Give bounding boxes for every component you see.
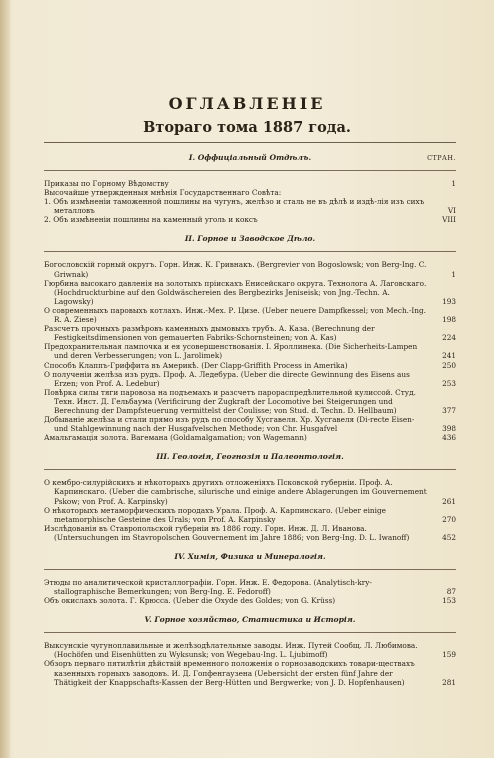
toc-entry-page: 153	[442, 596, 456, 606]
section-heading	[44, 552, 456, 563]
toc-entry-page: 1	[451, 269, 456, 279]
page-subtitle: Втораго тома 1887 года.	[143, 119, 351, 136]
toc-entry-text: Этюды по аналитической кристаллографiи. Горн. Инж. Е. Федорова. (Analytisch-kry-stallographische Bemerkungen; von Berg-Ing. E. Fedoroff)	[44, 578, 372, 597]
toc-entry-text: О полученiи желѣза изъ рудъ. Проф. А. Ледебура. (Ueber die directe Gewinnung des Eisens aus Erzen; von Prof. A. Ledebur)	[44, 369, 410, 388]
toc-entry	[44, 215, 456, 224]
toc-entry-page: VIII	[442, 215, 456, 225]
toc-entry	[44, 524, 456, 542]
toc-entry-page: 224	[442, 333, 456, 343]
toc-entry-page: 261	[442, 496, 456, 506]
section-gap	[44, 687, 456, 696]
toc-entry-page: 241	[442, 351, 456, 361]
toc-entry-text: Способъ Клаппъ-Гриффита въ Америкѣ. (Der Clapp-Griffith Process in Amerika)	[44, 360, 348, 370]
section-rule	[44, 469, 456, 470]
toc-entry-text: Амальгамацiя золота. Вагемана (Goldamalgamation; von Wagemann)	[44, 433, 307, 443]
section-title: III. Геологiя, Геогнозiя и Палеонтологiя.	[156, 452, 344, 462]
section-heading	[44, 234, 456, 245]
section-rule	[44, 569, 456, 570]
toc-entry-text: О нѣкоторыхъ метаморфическихъ породахъ Урала. Проф. А. Карпинскаго. (Ueber einige metamorphische Gesteine des Urals; von Prof. A. Karpinsky	[44, 505, 386, 524]
toc-entry-page: 198	[442, 315, 456, 325]
section-heading	[44, 153, 456, 164]
toc-entry-text: Обзоръ перваго пятилѣтiя дѣйствiй временного положенiя о горнозаводскихъ товари-ществахъ казенныхъ горныхъ заводовъ. И. Д. Гопфенгаузена (Uebersicht der ersten fünf Jahre der Thätigkeit der Knappschafts-Kassen der Berg-Hütten und Bergwerke; von J. D. Hopfenhausen)	[44, 659, 415, 687]
toc-entry	[44, 641, 456, 659]
toc-entry	[44, 188, 456, 197]
toc-entry	[44, 306, 456, 324]
toc-entry-text: 2. Объ измѣненiи пошлины на каменный уголь и коксъ	[44, 215, 258, 225]
section-gap	[44, 224, 456, 233]
toc-entry-page: 87	[446, 587, 456, 597]
toc-entry-page: 398	[442, 424, 456, 434]
toc-entry	[44, 478, 456, 505]
section-title: V. Горное хозяйство, Статистика и Исторiя.	[144, 615, 356, 625]
toc-entry-text: Богословскiй горный округъ. Горн. Инж. К. Гривнакъ. (Bergrevier von Bogoslowsk; von Berg-Ing. C. Griwnak)	[44, 260, 427, 279]
toc-entry	[44, 361, 456, 370]
section-gap	[44, 442, 456, 451]
title-rule	[44, 142, 456, 143]
section-gap	[44, 605, 456, 614]
toc-entry-page: 377	[442, 405, 456, 415]
toc-entry	[44, 388, 456, 415]
toc-entry	[44, 260, 456, 278]
toc-entry-page: 193	[442, 296, 456, 306]
toc-entry-text: Предохранительная лампочка и ея усовершенствованiя. I. Яроллинека. (Die Sicherheits-Lampen und deren Verbesserungen; von L. Jarolimek)	[44, 342, 418, 361]
toc-entry-text: Повѣрка силы тяги паровоза на подъемахъ и разсчетъ парораспредѣлительной кулиссой. Студ. Техн. Инст. Д. Гельбаума (Verificirung der Zugkraft der Locomotive bei Steigerungen und Berechnung der Dampfsteuerung vermittelst der Coulisse; von Stud. d. Techn. D. Hellbaum)	[44, 387, 416, 415]
toc-entry-page: 1	[451, 179, 456, 188]
toc-entry	[44, 506, 456, 524]
toc-entry-page: VI	[447, 206, 456, 216]
toc-entry	[44, 415, 456, 433]
section-gap	[44, 542, 456, 551]
table-of-contents	[44, 152, 456, 696]
toc-entry	[44, 197, 456, 215]
toc-entry-text: Объ окислахъ золота. Г. Крюсса. (Ueber die Oxyde des Goldes; von G. Krüss)	[44, 596, 336, 606]
toc-entry	[44, 659, 456, 686]
toc-entry-text: Изслѣдованiя въ Ставропольской губернiи въ 1886 году. Горн. Инж. Д. Л. Иванова. (Untersuchungen im Stavropolschen Gouvernement im Jahre 1886; von Berg-Ing. D. L. Iwanoff)	[44, 523, 410, 542]
toc-entry-page: 159	[442, 650, 456, 660]
toc-entry-text: О кембро-силурiйскихъ и нѣкоторыхъ другихъ отложенiяхъ Псковской губернiи. Проф. А. Карпинскаго. (Ueber die cambrische, silurische und einige andere Ablagerungen im Gouvernement Pskow; von Prof. A. Karpinsky)	[44, 478, 427, 506]
section-title: IV. Химiя, Физика и Минералогiя.	[174, 552, 326, 561]
toc-entry-text: Выксунскiе чугуноплавильные и желѣзодѣлательные заводы. Инж. Путей Сообщ. Л. Любимова. (Hochöfen und Eisenhütten zu Wyksunsk; von Wegebau-Ing. L. Ljubimoff)	[44, 641, 418, 660]
toc-entry-page: 270	[442, 514, 456, 524]
toc-entry	[44, 578, 456, 596]
toc-entry-text: Приказы по Горному Вѣдомству	[44, 179, 169, 188]
toc-entry-page: 452	[442, 532, 456, 542]
toc-entry-text: 1. Объ измѣненiи таможенной пошлины на чугунъ, желѣзо и сталь не въ дѣлѣ и издѣ-лiя изъ сихъ металловъ	[44, 197, 425, 216]
section-rule	[44, 170, 456, 171]
toc-entry-text: Добыванiе желѣза и стали прямо изъ рудъ по способу Хусгавеля. Хр. Хусгавеля (Di-recte Eisen- und Stahlgewinnung nach der Husgafvelschen Methode; von Chr. Husgafvel	[44, 415, 415, 434]
toc-entry	[44, 279, 456, 306]
section-title: II. Горное и Заводское Дѣло.	[184, 234, 316, 244]
section-heading	[44, 452, 456, 463]
toc-entry	[44, 179, 456, 188]
toc-entry	[44, 342, 456, 360]
toc-entry-page: 281	[442, 677, 456, 687]
toc-entry-text: О современныхъ паровыхъ котлахъ. Инж.-Мех. Р. Цизе. (Ueber neuere Dampfkessel; von Mech.-Ing. R. A. Ziese)	[44, 305, 426, 325]
toc-entry	[44, 433, 456, 442]
section-rule	[44, 251, 456, 252]
toc-entry-text: Гюрбина высокаго давленiя на золотыхъ прiискахъ Енисейскаго округа. Технолога А. Лаговскаго. (Hochdruckturbine auf den Goldwäschereien des Bergbezirks Jeniseisk; von Jng.-Techn. A. Lagowsky)	[44, 278, 427, 306]
toc-entry-text: Высочайше утвержденныя мнѣнiя Государственнаго Совѣта:	[44, 188, 282, 198]
toc-entry-text: Разсчетъ прочныхъ размѣровъ каменныхъ дымовыхъ трубъ. А. Каза. (Berechnung der Festigkeitsdimensionen von gemauerten Fabriks-Schornsteinen; von A. Kas)	[44, 324, 375, 343]
toc-entry	[44, 324, 456, 342]
toc-entry-page: 436	[442, 433, 456, 443]
page-edge	[0, 0, 10, 758]
toc-entry	[44, 596, 456, 605]
page-column-label: СТРАН.	[427, 154, 456, 162]
page-title: ОГЛАВЛЕНIЕ	[168, 94, 326, 113]
toc-entry-page: 253	[442, 378, 456, 388]
toc-entry-page: 250	[442, 360, 456, 370]
section-title: I. Оффицiальный Отдѣлъ.	[188, 153, 312, 162]
section-rule	[44, 632, 456, 633]
section-heading	[44, 615, 456, 626]
toc-entry	[44, 370, 456, 388]
